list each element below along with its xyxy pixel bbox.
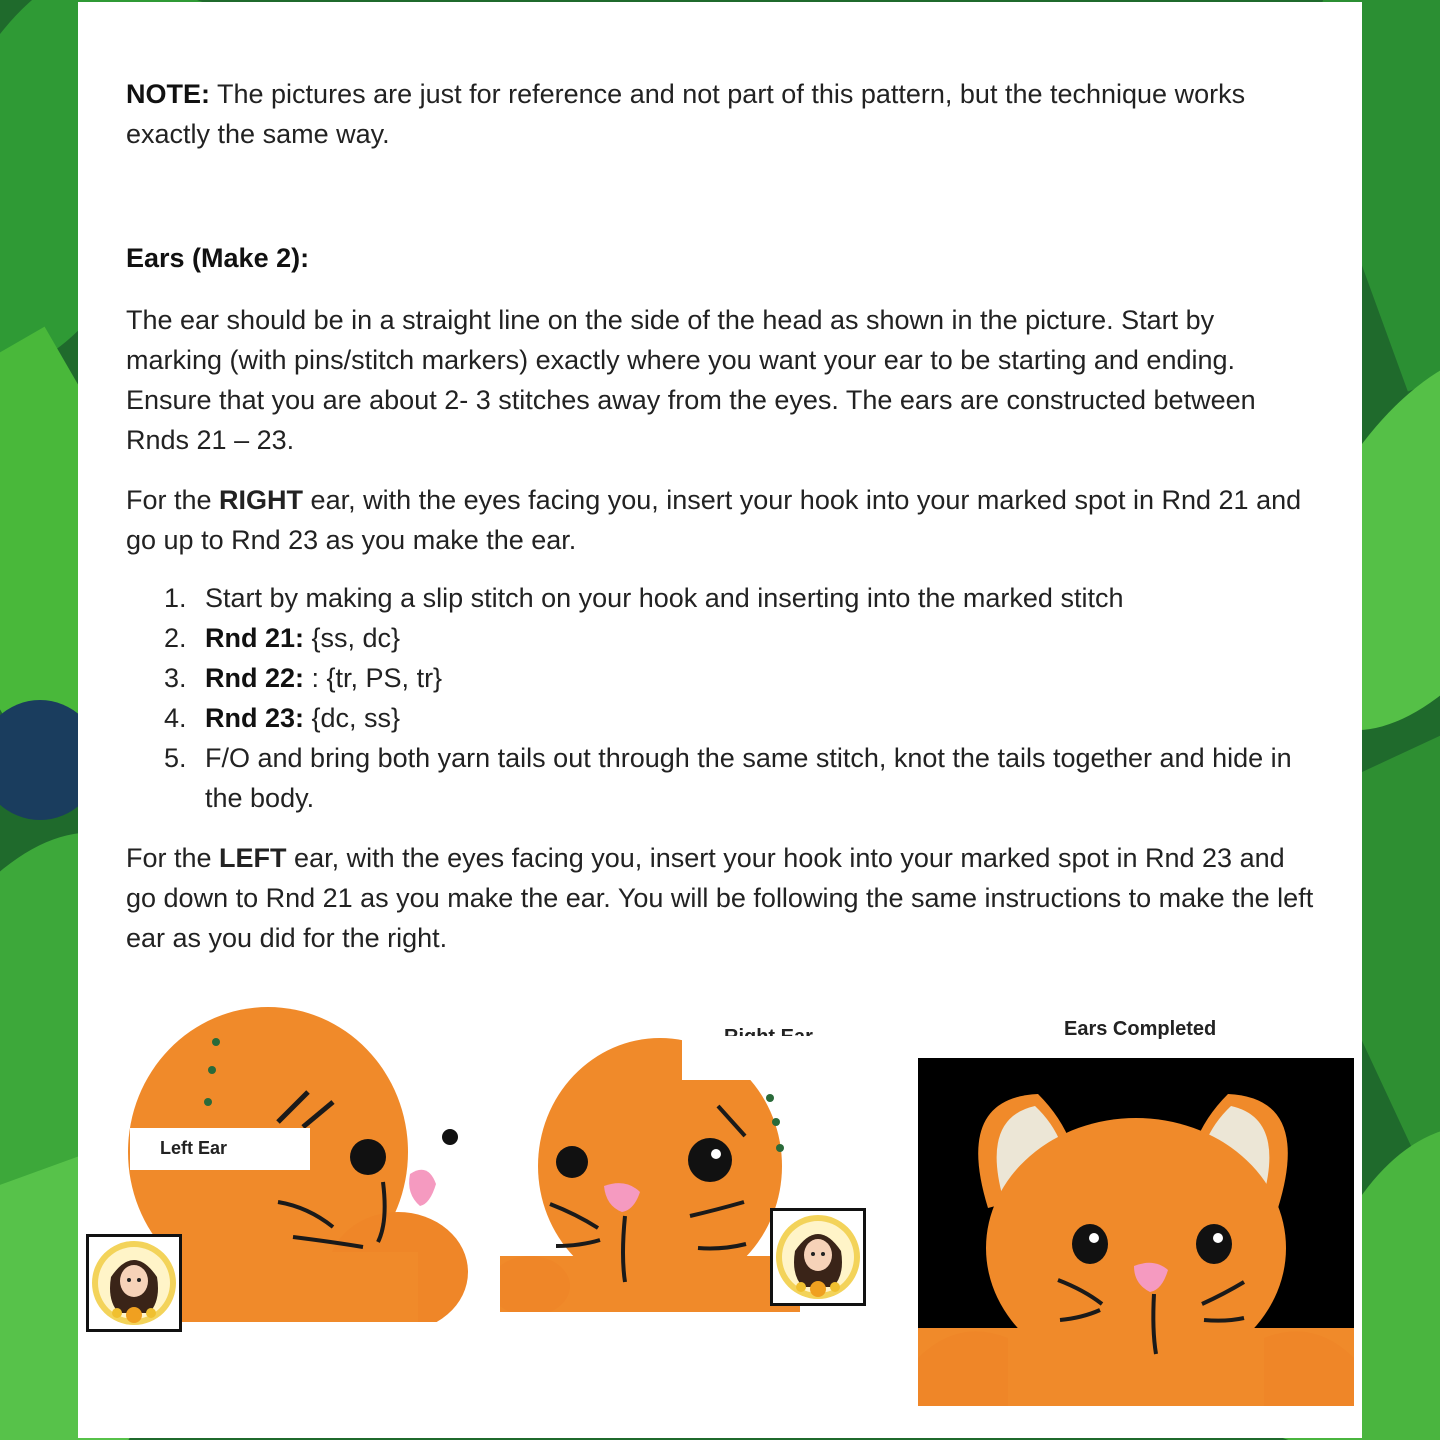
designer-logo [770, 1208, 866, 1306]
left-para-pre: For the [126, 843, 220, 873]
step-number: 5. [164, 743, 187, 773]
step-text: {dc, ss} [304, 703, 401, 733]
right-para-pre: For the [126, 485, 220, 515]
ear-placement-paragraph: The ear should be in a straight line on the side of the head as shown in the picture. Start by marking (with pins/stitch markers) exactly where you want your ear to be starting and ending. Ensure that you are about 2- 3 stitches away from the eyes. The ears are constructed between Rnds 21 – 23. [126, 305, 1256, 455]
step-text: F/O and bring both yarn tails out through the same stitch, knot the tails together and hide in the body. [205, 743, 1292, 813]
note-text: The pictures are just for reference and not part of this pattern, but the technique works exactly the same way. [126, 79, 1246, 149]
note-label: NOTE: [126, 79, 210, 109]
left-para-bold: LEFT [219, 843, 287, 873]
left-ear-paragraph [126, 838, 1316, 958]
steps-list [126, 578, 1316, 818]
left-ear-label-box [130, 1128, 310, 1170]
ears-completed-caption: Ears Completed [1064, 1018, 1217, 1040]
right-para-bold: RIGHT [219, 485, 304, 515]
step-item [126, 658, 1316, 698]
right-ear-paragraph [126, 480, 1316, 560]
step-item [126, 618, 1316, 658]
step-number: 3. [164, 663, 187, 693]
step-text: {ss, dc} [304, 623, 401, 653]
step-bold: Rnd 21: [205, 623, 305, 653]
step-item [126, 738, 1316, 818]
step-bold: Rnd 23: [205, 703, 305, 733]
step-item [126, 578, 1316, 618]
left-para-post: ear, with the eyes facing you, insert your hook into your marked spot in Rnd 23 and go down to Rnd 21 as you make the ear. You will be following the same instructions to make the left ear as you did for the right. [126, 843, 1314, 953]
completed-cat-illustration [918, 1058, 1354, 1406]
designer-logo-image [89, 1237, 179, 1329]
step-number: 1. [164, 583, 187, 613]
designer-logo [86, 1234, 182, 1332]
step-number: 2. [164, 623, 187, 653]
step-item [126, 698, 1316, 738]
ears-completed-photo [918, 1058, 1354, 1406]
step-number: 4. [164, 703, 187, 733]
designer-logo-image [773, 1211, 863, 1303]
step-bold: Rnd 22: [205, 663, 305, 693]
step-text: Start by making a slip stitch on your hook and inserting into the marked stitch [205, 583, 1124, 613]
pattern-page [78, 2, 1362, 1438]
left-ear-label: Left Ear [160, 1138, 228, 1158]
step-text: : {tr, PS, tr} [304, 663, 443, 693]
note-paragraph [126, 74, 1316, 154]
right-para-post: ear, with the eyes facing you, insert your hook into your marked spot in Rnd 21 and go up to Rnd 23 as you make the ear. [126, 485, 1302, 555]
section-title: Ears (Make 2): [126, 243, 310, 273]
